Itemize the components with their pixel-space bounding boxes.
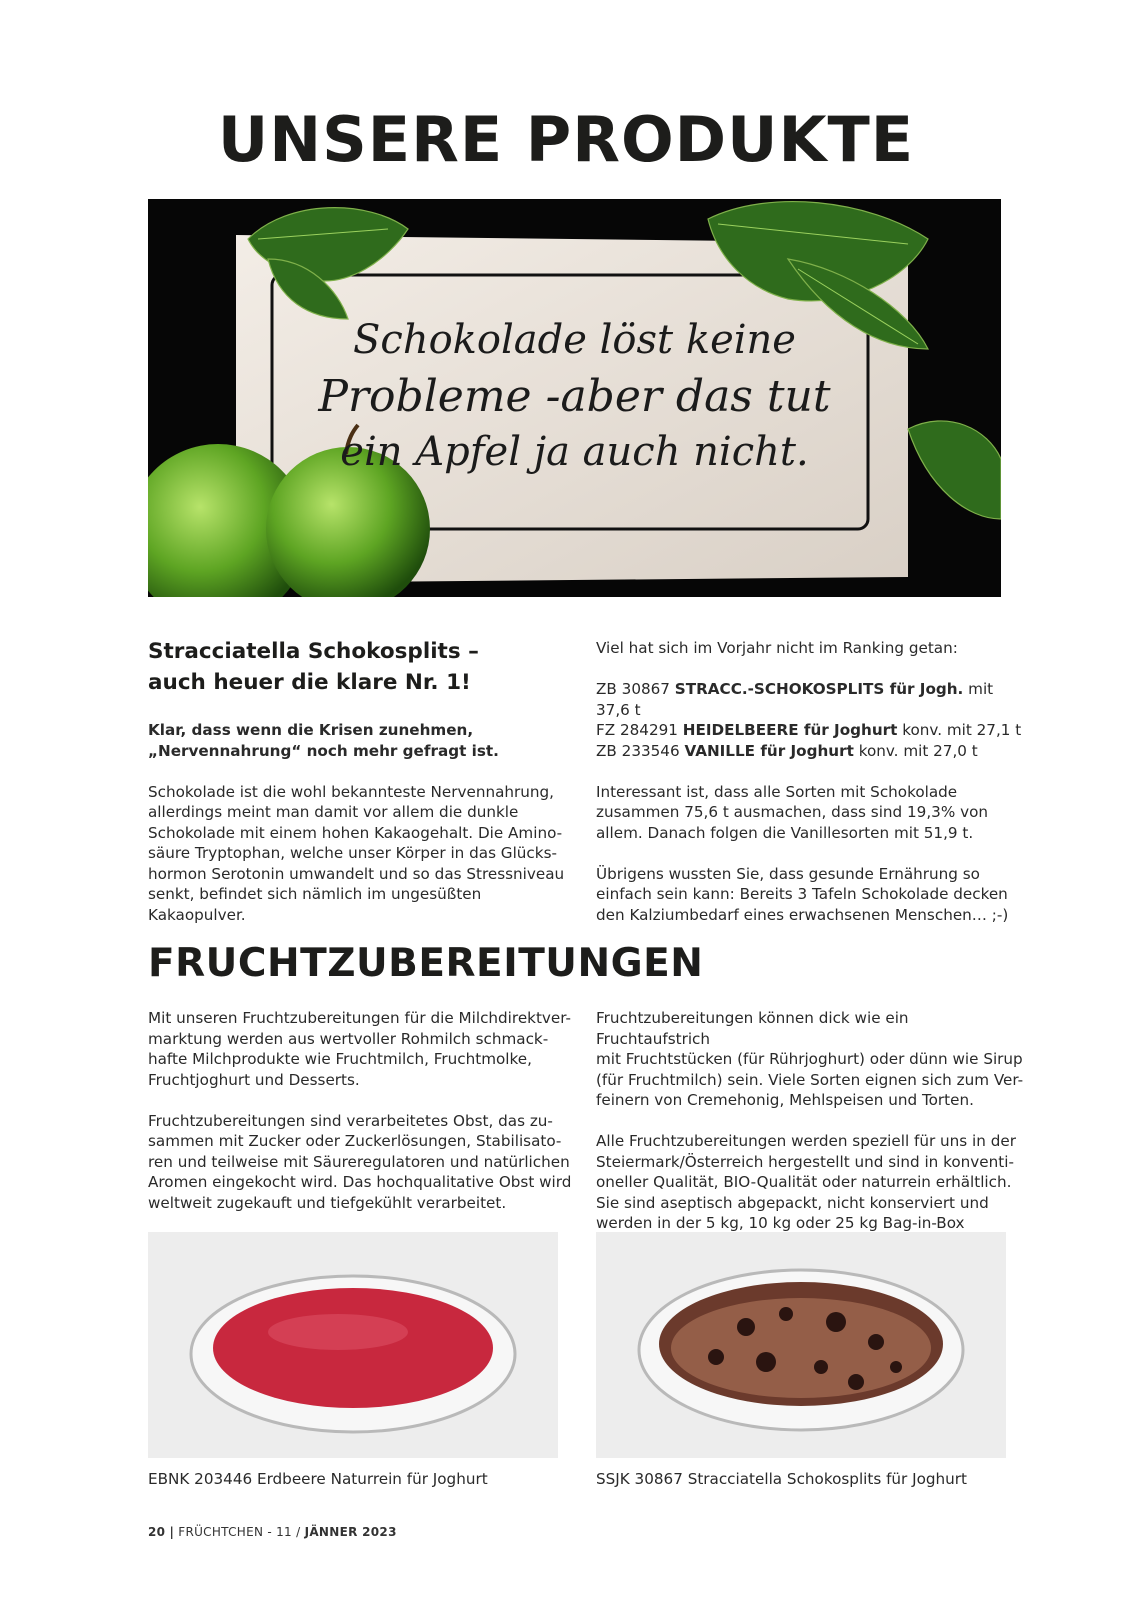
article-body-line: senkt, befindet sich nämlich im ungesüßten Kakaopulver. [148, 885, 482, 924]
magazine-name: FRÜCHTCHEN - 11 / [178, 1525, 301, 1539]
article-heading-line-2: auch heuer die klare Nr. 1! [148, 670, 471, 695]
hero-quote-line-3: ein Apfel ja auch nicht. [340, 429, 809, 475]
section-right-paragraph-1: Fruchtzubereitungen können dick wie ein Fruchtaufstrich mit Fruchtstücken (für Rührjoghurt) oder dünn wie Sirup (für Fruchtmilch) sein. Viele Sorten eignen sich zum Ver- feinern von Cremehonig, Mehlspeisen und Torten. [596, 1009, 1024, 1109]
issue-date: JÄNNER 2023 [304, 1525, 397, 1539]
article-lead-line-2: „Nervennahrung“ noch mehr gefragt ist. [148, 741, 499, 760]
footer-separator: | [169, 1525, 175, 1539]
article-body-line: säure Tryptophan, welche unser Körper in das Glücks- [148, 844, 557, 862]
section-title: FRUCHTZUBEREITUNGEN [148, 941, 704, 986]
product-photo-strawberry [148, 1232, 558, 1458]
ranking-item: ZB 233546 VANILLE für Joghurt konv. mit 27,0 t [596, 741, 978, 760]
ranking-item: ZB 30867 STRACC.-SCHOKOSPLITS für Jogh. mit 37,6 t [596, 680, 994, 719]
article-body-line: hormon Serotonin umwandelt und so das Stressniveau [148, 864, 565, 883]
hero-quote-line-2: Probleme -aber das tut [318, 371, 831, 422]
section-right-paragraph-2: Alle Fruchtzubereitungen werden speziell für uns in der Steiermark/Österreich hergestellt und sind in konventi- oneller Qualität, BIO-Qualität oder naturrein erhältlich. Sie sind aseptisch abgepackt, nicht konserviert und werden in der 5 kg, 10 kg oder 25 kg Bag-in-Box [596, 1132, 1016, 1232]
section-left-column [148, 1008, 573, 1234]
article-body [148, 782, 573, 926]
photo-caption-stracciatella: SSJK 30867 Stracciatella Schokosplits für Joghurt [596, 1470, 967, 1488]
product-photo-stracciatella [596, 1232, 1006, 1458]
hero-quote-line-1: Schokolade löst keine [353, 317, 796, 363]
article-body-line: allerdings meint man damit vor allem die dunkle [148, 803, 519, 821]
article-lead-line-1: Klar, dass wenn die Krisen zunehmen, [148, 721, 474, 739]
ranking-list [596, 679, 1026, 761]
photo-caption-strawberry: EBNK 203446 Erdbeere Naturrein für Joghurt [148, 1470, 488, 1488]
page-number: 20 [148, 1525, 166, 1539]
section-left-paragraph-2: Fruchtzubereitungen sind verarbeitetes Obst, das zu- sammen mit Zucker oder Zuckerlösungen, Stabilisato- ren und teilweise mit Säureregulatoren und natürlichen Aromen eingekocht wird. Das hochqualitative Obst wird weltweit zugekauft und tiefgekühlt verarbeitet. [148, 1111, 572, 1212]
page-title: UNSERE PRODUKTE [217, 103, 915, 176]
section-left-paragraph-1: Mit unseren Fruchtzubereitungen für die Milchdirektver- marktung werden aus wertvoller Rohmilch schmack- hafte Milchprodukte wie Fruchtmilch, Fruchtmolke, Fruchtjoghurt und Desserts. [148, 1009, 571, 1089]
article-body-line: Schokolade ist die wohl bekannteste Nervennahrung, [148, 782, 554, 801]
article-heading [148, 636, 573, 698]
page-footer [148, 1525, 397, 1539]
article-heading-line-1: Stracciatella Schokosplits – [148, 639, 479, 664]
article-left-column [148, 636, 573, 946]
ranking-intro: Viel hat sich im Vorjahr nicht im Ranking getan: [596, 639, 958, 657]
article-right-column [596, 638, 1026, 946]
article-paragraph-3: Übrigens wussten Sie, dass gesunde Ernährung so einfach sein kann: Bereits 3 Tafeln Schokolade decken den Kalziumbedarf eines erwachsenen Menschen… ;-) [596, 864, 1009, 924]
hero-image [148, 199, 1001, 597]
article-paragraph-2: Interessant ist, dass alle Sorten mit Schokolade zusammen 75,6 t ausmachen, dass sind 19,3% von allem. Danach folgen die Vanillesorten mit 51,9 t. [596, 782, 988, 842]
article-lead [148, 720, 573, 761]
ranking-item: FZ 284291 HEIDELBEERE für Joghurt konv. mit 27,1 t [596, 721, 1022, 739]
article-body-line: Schokolade mit einem hohen Kakaogehalt. Die Amino- [148, 823, 563, 842]
